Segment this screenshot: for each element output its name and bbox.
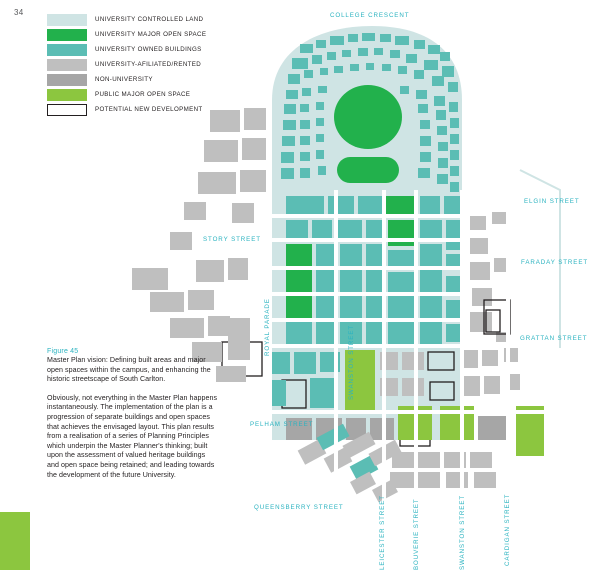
legend-label-non-university: NON-UNIVERSITY <box>95 75 153 83</box>
legend-swatch-public-open-space <box>47 89 87 101</box>
street-label-story-street: STORY STREET <box>203 236 261 243</box>
legend-item-potential-development <box>47 102 272 117</box>
legend-swatch-controlled-land <box>47 14 87 26</box>
page-number: 34 <box>14 8 24 17</box>
legend-label-affiliated-rented: UNIVERSITY-AFILIATED/RENTED <box>95 60 202 68</box>
legend-label-major-open-space: UNIVERSITY MAJOR OPEN SPACE <box>95 30 207 38</box>
street-label-grattan-street: GRATTAN STREET <box>520 335 588 342</box>
street-label-college-crescent: COLLEGE CRESCENT <box>330 12 410 19</box>
street-label-cardigan-street: CARDIGAN STREET <box>504 493 511 566</box>
street-label-swanston-street-south: SWANSTON STREET <box>459 494 466 570</box>
central-major-open-space <box>334 85 402 183</box>
legend-swatch-potential-development <box>47 104 87 116</box>
legend-item-non-university <box>47 72 272 87</box>
legend-item-controlled-land <box>47 12 272 27</box>
legend-item-owned-buildings <box>47 42 272 57</box>
caption-paragraph-2: Obviously, not everything in the Master Plan happens instantaneously. The implementation of the plan is a progression of separate buildings and open spaces that achieves the envisaged layout. This plan results from a realisation of a series of Planning Principles which underpin the Master Planner's thinking; built upon the assessment of valued heritage buildings and open space being retained; and leading towards the development of the future University. <box>47 393 218 479</box>
legend-swatch-major-open-space <box>47 29 87 41</box>
legend-label-potential-development: POTENTIAL NEW DEVELOPMENT <box>95 105 203 113</box>
legend-label-public-open-space: PUBLIC MAJOR OPEN SPACE <box>95 90 191 98</box>
legend-item-public-open-space <box>47 87 272 102</box>
legend-item-affiliated-rented <box>47 57 272 72</box>
legend-label-controlled-land: UNIVERSITY CONTROLLED LAND <box>95 15 204 23</box>
street-label-queensberry-street: QUEENSBERRY STREET <box>254 504 344 511</box>
legend-label-owned-buildings: UNIVERSITY OWNED BUILDINGS <box>95 45 202 53</box>
legend-swatch-owned-buildings <box>47 44 87 56</box>
street-label-swanston-street-north: SWANSTON STREET <box>348 324 355 400</box>
street-label-pelham-street: PELHAM STREET <box>250 421 314 428</box>
legend-swatch-non-university <box>47 74 87 86</box>
street-label-bouverie-street: BOUVERIE STREET <box>413 498 420 570</box>
street-label-elgin-street: ELGIN STREET <box>524 198 580 205</box>
caption-paragraph-1: Master Plan vision: Defining built areas and major open spaces within the campus, and enhancing the historic streetscape of South Carlton. <box>47 356 211 384</box>
map-legend <box>47 12 272 117</box>
legend-swatch-affiliated-rented <box>47 59 87 71</box>
figure-label: Figure 45 <box>47 348 79 355</box>
street-label-royal-parade: ROYAL PARADE <box>264 298 271 356</box>
legend-item-major-open-space <box>47 27 272 42</box>
street-label-faraday-street: FARADAY STREET <box>521 259 589 266</box>
street-label-leicester-street: LEICESTER STREET <box>379 495 386 570</box>
figure-caption <box>47 348 219 489</box>
